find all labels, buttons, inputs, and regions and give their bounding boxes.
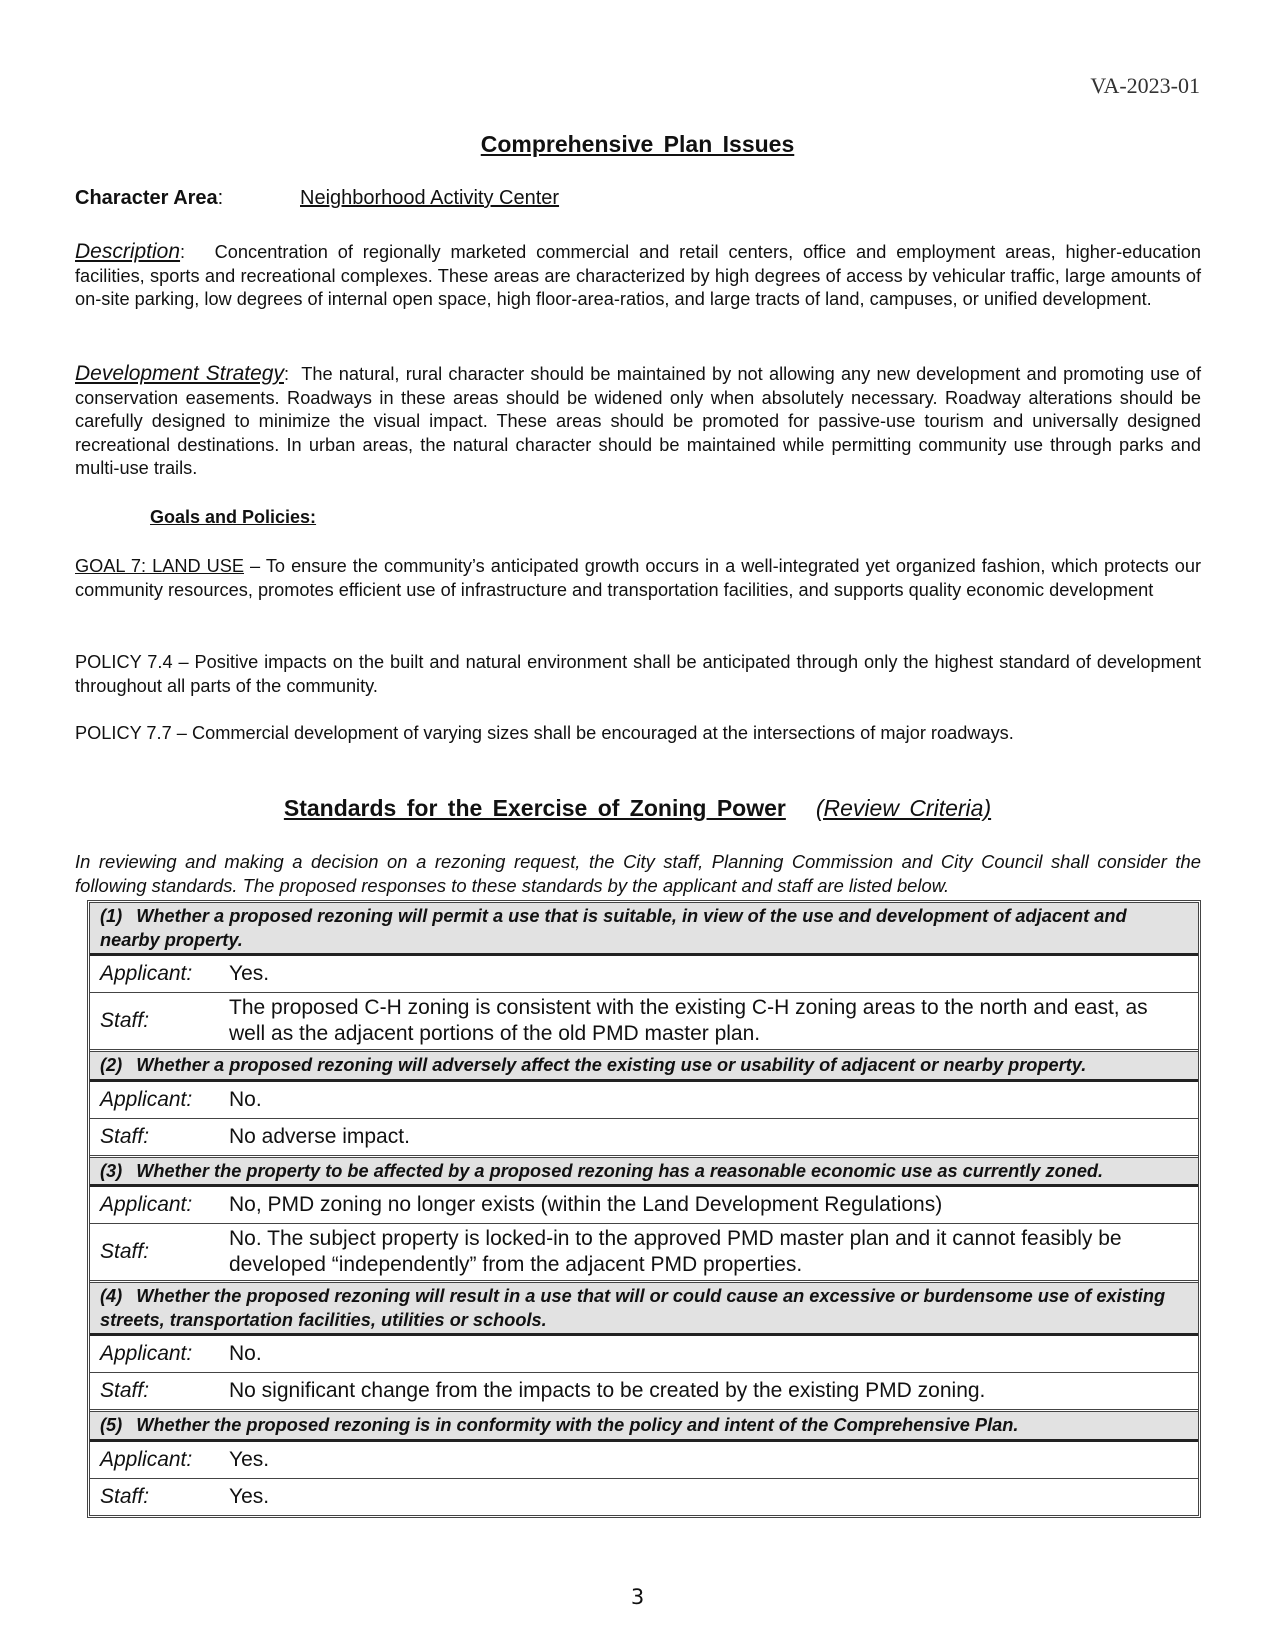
- strategy-paragraph: Development Strategy: The natural, rural character should be maintained by not allowing any new development and promoting use of conservation easements. Roadways in these areas should be widened only when absolutely necessary. Roadway alterations should be carefully designed to minimize the visual impact. These areas should be promoted for passive-use tourism and universally designed recreational destinations. In urban areas, the natural character should be maintained while permitting community use through parks and multi-use trails.: [75, 362, 1201, 478]
- staff-response: No adverse impact.: [229, 1124, 410, 1148]
- description-label: Description: [75, 240, 181, 263]
- criterion-3-staff-row: [90, 1224, 1198, 1283]
- criterion-3-header: [90, 1158, 1198, 1188]
- criterion-text: Whether the proposed rezoning will result in a use that will or could cause an excessive or burdensome use of existing streets, transportation facilities, utilities or schools.: [100, 1286, 1166, 1330]
- criterion-number: (1): [100, 906, 123, 926]
- strategy-text: The natural, rural character should be maintained by not allowing any new development and promoting use of conservation easements. Roadways in these areas should be widened only when absolutely necessary. Roadway alterations should be carefully designed to minimize the visual impact. These areas should be promoted for passive-use tourism and universally designed recreational destinations. In urban areas, the natural character should be maintained while permitting community use through parks and multi-use trails.: [75, 364, 1201, 478]
- staff-label: Staff:: [100, 1484, 150, 1508]
- criterion-1-staff-row: [90, 993, 1198, 1052]
- criterion-number: (4): [100, 1286, 123, 1306]
- criterion-5-applicant-row: [90, 1442, 1198, 1479]
- criterion-2-header: [90, 1052, 1198, 1082]
- character-area-label: Character Area: [75, 187, 218, 209]
- criterion-1-applicant-row: [90, 956, 1198, 993]
- criterion-4-applicant-row: [90, 1336, 1198, 1373]
- standards-title: [0, 795, 1275, 822]
- page-number: 3: [630, 1585, 645, 1609]
- staff-label: Staff:: [100, 1009, 150, 1032]
- applicant-label: Applicant:: [100, 1342, 193, 1365]
- criterion-2-applicant-row: [90, 1082, 1198, 1119]
- goal-paragraph: [75, 555, 1201, 602]
- applicant-response: Yes.: [229, 1447, 270, 1471]
- criterion-number: (2): [100, 1055, 123, 1075]
- document-id: VA-2023-01: [1090, 73, 1200, 98]
- criterion-text: Whether the property to be affected by a proposed rezoning has a reasonable economic use as currently zoned.: [136, 1160, 1104, 1181]
- policy-7-4: POLICY 7.4 – Positive impacts on the built and natural environment shall be anticipated through only the highest standard of development throughout all parts of the community.: [75, 652, 1201, 696]
- goals-heading: Goals and Policies:: [150, 507, 317, 527]
- character-area: Character Area: Neighborhood Activity Center: [75, 187, 560, 209]
- criterion-4-staff-row: [90, 1373, 1198, 1412]
- criterion-text: Whether a proposed rezoning will permit a use that is suitable, in view of the use and development of adjacent and nearby property.: [100, 906, 1127, 950]
- applicant-response: No.: [229, 1087, 262, 1111]
- description-text: Concentration of regionally marketed commercial and retail centers, office and employment areas, higher-education facilities, sports and recreational complexes. These areas are characterized by high degrees of access by vehicular traffic, large amounts of on-site parking, low degrees of internal open space, high floor-area-ratios, and large tracts of land, campuses, or unified development.: [75, 242, 1201, 309]
- strategy-label: Development Strategy: [75, 362, 284, 385]
- applicant-label: Applicant:: [100, 1193, 193, 1216]
- criterion-4-header: [90, 1283, 1198, 1336]
- standards-intro: In reviewing and making a decision on a rezoning request, the City staff, Planning Commission and City Council shall consider the following standards. The proposed responses to these standards by the applicant and staff are listed below.: [75, 851, 1201, 896]
- standards-subtitle: (Review Criteria): [815, 795, 992, 821]
- plan-issues-title: Comprehensive Plan Issues: [480, 131, 795, 157]
- staff-label: Staff:: [100, 1240, 150, 1263]
- criterion-5-staff-row: [90, 1479, 1198, 1515]
- criterion-number: (5): [100, 1415, 123, 1435]
- criterion-1-header: [90, 903, 1198, 956]
- staff-response: No. The subject property is locked-in to the approved PMD master plan and it cannot feasibly be developed “independently” from the adjacent PMD properties.: [229, 1227, 1122, 1276]
- staff-response: No significant change from the impacts to be created by the existing PMD zoning.: [229, 1379, 986, 1402]
- applicant-label: Applicant:: [100, 1447, 193, 1471]
- description-paragraph: Description: Concentration of regionally marketed commercial and retail centers, office and employment areas, higher-education facilities, sports and recreational complexes. These areas are characterized by high degrees of access by vehicular traffic, large amounts of on-site parking, low degrees of internal open space, high floor-area-ratios, and large tracts of land, campuses, or unified development.: [75, 240, 1201, 309]
- criterion-text: Whether the proposed rezoning is in conformity with the policy and intent of the Comprehensive Plan.: [136, 1415, 1019, 1435]
- goal-text: – To ensure the community’s anticipated growth occurs in a well-integrated yet organized fashion, which protects our community resources, promotes efficient use of infrastructure and transportation facilities, and supports quality economic development: [75, 556, 1201, 600]
- applicant-label: Applicant:: [100, 1087, 193, 1111]
- staff-response: The proposed C-H zoning is consistent with the existing C-H zoning areas to the north and east, as well as the adjacent portions of the old PMD master plan.: [229, 996, 1148, 1045]
- criterion-text: Whether a proposed rezoning will adversely affect the existing use or usability of adjacent or nearby property.: [136, 1055, 1087, 1075]
- policy-7-7: POLICY 7.7 – Commercial development of varying sizes shall be encouraged at the intersections of major roadways.: [75, 723, 1014, 743]
- applicant-label: Applicant:: [100, 962, 193, 985]
- staff-label: Staff:: [100, 1379, 150, 1402]
- criterion-2-staff-row: [90, 1119, 1198, 1158]
- goal-label: GOAL 7: LAND USE: [75, 556, 245, 576]
- standards-title-text: Standards for the Exercise of Zoning Power: [283, 795, 786, 821]
- applicant-response: No.: [229, 1342, 262, 1365]
- applicant-response: Yes.: [229, 962, 270, 985]
- criterion-5-header: [90, 1412, 1198, 1442]
- applicant-response: No, PMD zoning no longer exists (within the Land Development Regulations): [229, 1193, 943, 1216]
- character-area-value: Neighborhood Activity Center: [300, 187, 560, 209]
- staff-response: Yes.: [229, 1484, 270, 1508]
- criterion-3-applicant-row: [90, 1187, 1198, 1224]
- staff-label: Staff:: [100, 1124, 150, 1148]
- criterion-number: (3): [100, 1160, 123, 1181]
- review-criteria-table: [87, 900, 1201, 1518]
